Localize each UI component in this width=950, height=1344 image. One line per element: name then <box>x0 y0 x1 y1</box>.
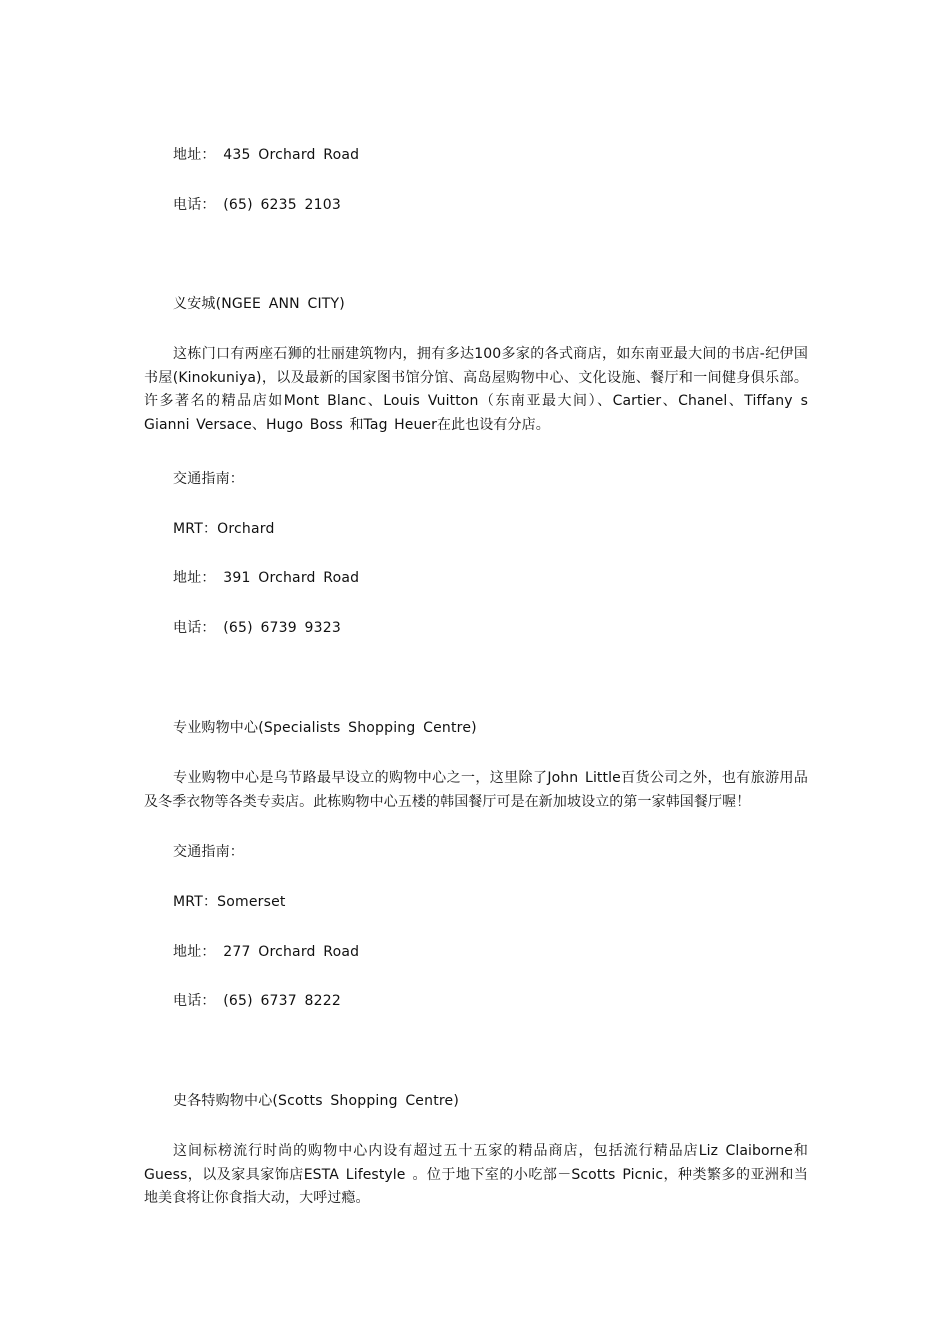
transport-label: 交通指南： <box>173 471 244 487</box>
address-line: 地址： 435 Orchard Road <box>173 147 360 163</box>
transport-label: 交通指南： <box>173 844 244 860</box>
section-title-specialists: 专业购物中心(Specialists Shopping Centre) <box>173 720 477 736</box>
phone-line: 电话： (65) 6737 8222 <box>173 993 341 1009</box>
phone-line: 电话： (65) 6235 2103 <box>173 197 341 213</box>
section-title-scotts: 史各特购物中心(Scotts Shopping Centre) <box>173 1093 460 1109</box>
address-line: 地址： 391 Orchard Road <box>173 570 360 586</box>
section-description-scotts: 这间标榜流行时尚的购物中心内设有超过五十五家的精品商店，包括流行精品店Liz Claiborne和 Guess，以及家具家饰店ESTA Lifestyle 。位于地下室的小吃部－Scotts Picnic，种类繁多的亚洲和当地美食将让你食指大动，大呼过瘾。 <box>144 1143 808 1206</box>
section-title-ngee-ann-city: 义安城(NGEE ANN CITY) <box>173 296 345 312</box>
section-description-ngee-ann-city: 这栋门口有两座石狮的壮丽建筑物内，拥有多达100多家的各式商店，如东南亚最大间的书店-纪伊国书屋(Kinokuniya)，以及最新的国家图书馆分馆、高岛屋购物中心、文化设施、餐厅和一间健身俱乐部。许多著名的精品店如Mont Blanc、Louis Vuitton（东南亚最大间）、Cartier、Chanel、Tiffany s Gianni Versace、Hugo Boss 和Tag Heuer在此也设有分店。 <box>144 346 808 433</box>
section-description-specialists: 专业购物中心是乌节路最早设立的购物中心之一，这里除了John Little百货公司之外，也有旅游用品及冬季衣物等各类专卖店。此栋购物中心五楼的韩国餐厅可是在新加坡设立的第一家韩国餐厅喔！ <box>144 770 808 810</box>
mrt-line: MRT：Somerset <box>173 894 286 910</box>
phone-line: 电话： (65) 6739 9323 <box>173 620 341 636</box>
mrt-line: MRT：Orchard <box>173 521 275 537</box>
address-line: 地址： 277 Orchard Road <box>173 944 360 960</box>
